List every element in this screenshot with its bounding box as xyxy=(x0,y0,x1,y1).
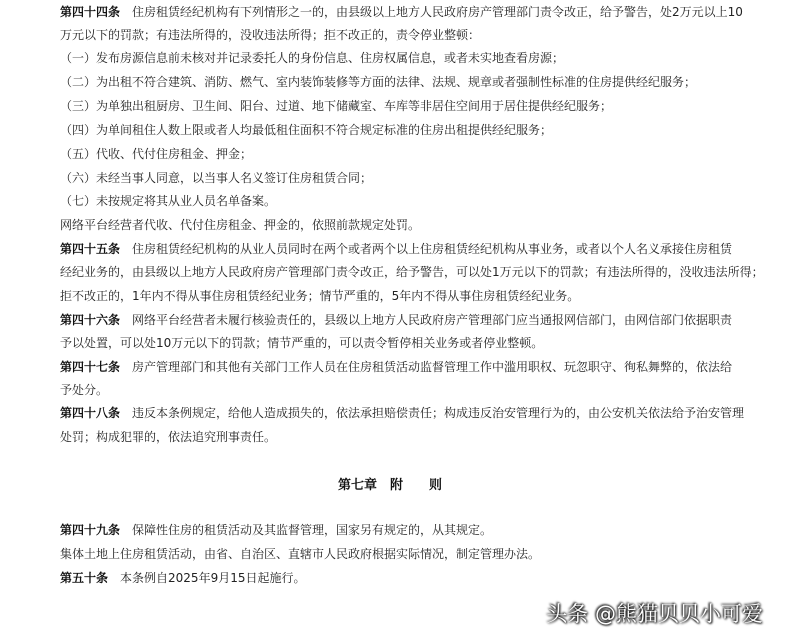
article-48-text1: 违反本条例规定，给他人造成损失的，依法承担赔偿责任；构成违反治安管理行为的，由公安机关依法给予治安管理 xyxy=(132,406,745,420)
article-48-line2: 处罚；构成犯罪的，依法追究刑事责任。 xyxy=(60,430,277,444)
article-44-item-2: （二）为出租不符合建筑、消防、燃气、室内装饰装修等方面的法律、法规、规章或者强制性标准的住房提供经纪服务； xyxy=(60,75,697,89)
article-47-label: 第四十七条 xyxy=(60,360,121,374)
article-44-text1: 住房租赁经纪机构有下列情形之一的，由县级以上地方人民政府房产管理部门责令改正，给予警告，处2万元以上10 xyxy=(132,5,743,19)
article-44-item-4: （四）为单间租住人数上限或者人均最低租住面积不符合规定标准的住房出租提供经纪服务； xyxy=(60,123,553,137)
article-45-text1: 住房租赁经纪机构的从业人员同时在两个或者两个以上住房租赁经纪机构从事业务，或者以个人名义承接住房租赁 xyxy=(132,242,733,256)
article-49-label: 第四十九条 xyxy=(60,523,121,537)
article-46-text1: 网络平台经营者未履行核验责任的，县级以上地方人民政府房产管理部门应当通报网信部门，由网信部门依据职责 xyxy=(132,313,733,327)
article-48-label: 第四十八条 xyxy=(60,406,121,420)
article-47-text1: 房产管理部门和其他有关部门工作人员在住房租赁活动监督管理工作中滥用职权、玩忽职守、徇私舞弊的，依法给 xyxy=(132,360,733,374)
article-49-line1 xyxy=(60,522,492,538)
article-44-item-1: （一）发布房源信息前未核对并记录委托人的身份信息、住房权属信息，或者未实地查看房源； xyxy=(60,51,565,65)
article-50-label: 第五十条 xyxy=(60,571,109,585)
article-45-line1 xyxy=(60,241,732,257)
article-44-item-3: （三）为单独出租厨房、卫生间、阳台、过道、地下储藏室、车库等非居住空间用于居住提供经纪服务； xyxy=(60,99,613,113)
watermark: 头条 @熊猫贝贝小可爱 xyxy=(546,602,763,626)
article-48-line1 xyxy=(60,405,744,421)
article-47-line1 xyxy=(60,359,732,375)
article-45-line2: 经纪业务的，由县级以上地方人民政府房产管理部门责令改正，给予警告，可以处1万元以下的罚款；有违法所得的，没收违法所得； xyxy=(60,265,764,279)
article-44-item-5: （五）代收、代付住房租金、押金； xyxy=(60,147,253,161)
article-45-label: 第四十五条 xyxy=(60,242,121,256)
article-44-item-7: （七）未按规定将其从业人员名单备案。 xyxy=(60,194,277,208)
article-47-line2: 予处分。 xyxy=(60,383,109,397)
article-50-text1: 本条例自2025年9月15日起施行。 xyxy=(120,571,306,585)
article-50-line1 xyxy=(60,570,305,586)
article-44-line2: 万元以下的罚款；有违法所得的，没收违法所得；拒不改正的，责令停业整顿： xyxy=(60,28,481,42)
chapter-heading: 第七章 附 则 xyxy=(338,478,443,493)
article-46-line2: 予以处置，可以处10万元以下的罚款；情节严重的，可以责令暂停相关业务或者停业整顿。 xyxy=(60,336,544,350)
article-44-label: 第四十四条 xyxy=(60,5,121,19)
article-49-extra: 集体土地上住房租赁活动，由省、自治区、直辖市人民政府根据实际情况，制定管理办法。 xyxy=(60,547,541,561)
article-44-item-6: （六）未经当事人同意，以当事人名义签订住房租赁合同； xyxy=(60,171,373,185)
article-45-line3: 拒不改正的，1年内不得从事住房租赁经纪业务；情节严重的，5年内不得从事住房租赁经纪业务。 xyxy=(60,289,580,303)
article-46-line1 xyxy=(60,312,732,328)
article-44-line1 xyxy=(60,4,743,20)
article-49-text1: 保障性住房的租赁活动及其监督管理，国家另有规定的，从其规定。 xyxy=(132,523,493,537)
article-44-extra: 网络平台经营者代收、代付住房租金、押金的，依照前款规定处罚。 xyxy=(60,218,421,232)
article-46-label: 第四十六条 xyxy=(60,313,121,327)
